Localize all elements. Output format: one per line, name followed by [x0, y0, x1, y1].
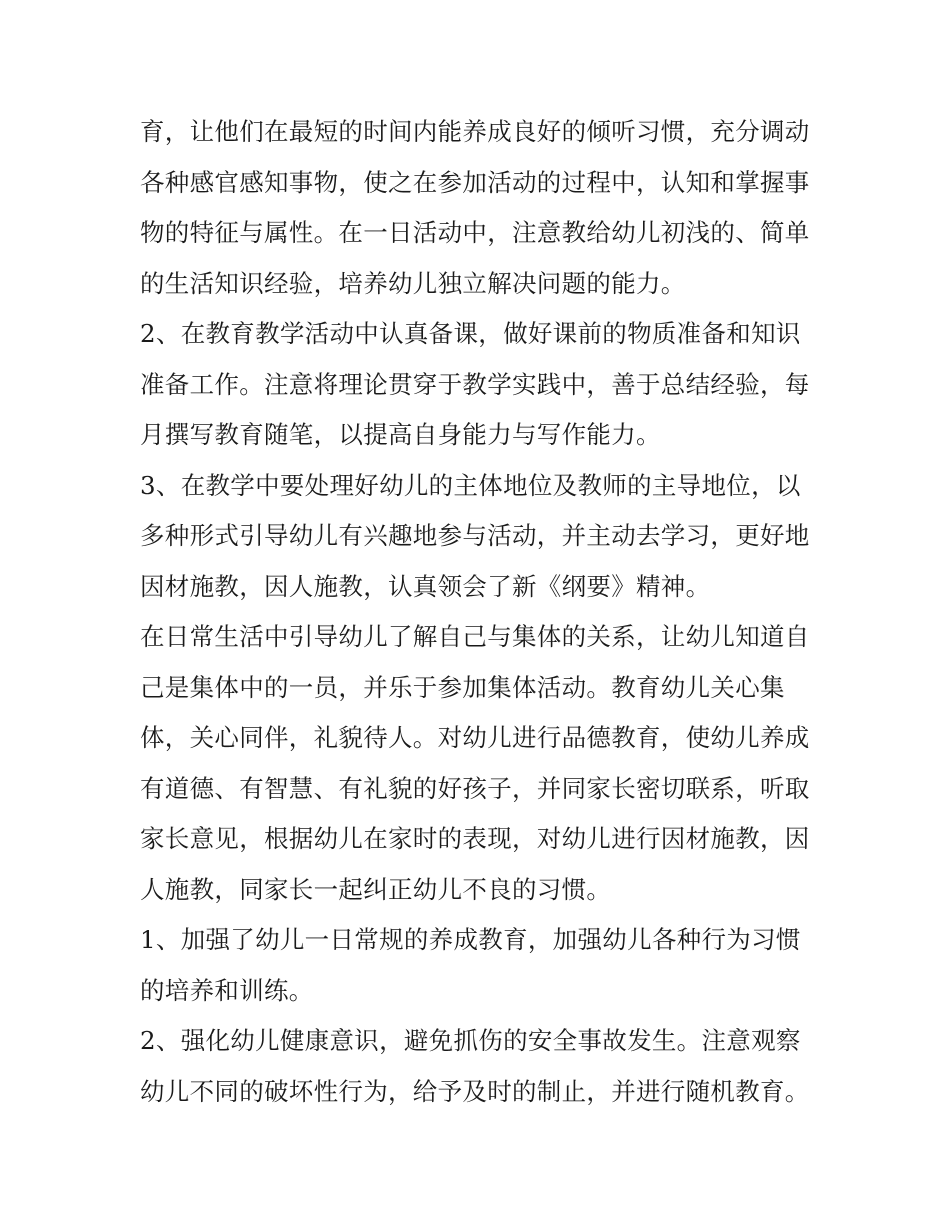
text-line: 幼儿不同的破坏性行为，给予及时的制止，并进行随机教育。: [140, 1076, 810, 1106]
text-line: 人施教，同家长一起纠正幼儿不良的习惯。: [140, 874, 612, 904]
text-line: 3、在教学中要处理好幼儿的主体地位及教师的主导地位，以: [140, 470, 801, 500]
text-line: 的培养和训练。: [140, 975, 314, 1005]
text-line: 在日常生活中引导幼儿了解自己与集体的关系，让幼儿知道自: [140, 622, 810, 651]
text-line: 有道德、有智慧、有礼貌的好孩子，并同家长密切联系，听取: [140, 773, 810, 803]
text-line: 育，让他们在最短的时间内能养成良好的倾听习惯，充分调动: [140, 117, 810, 146]
text-line: 1、加强了幼儿一日常规的养成教育，加强幼儿各种行为习惯: [140, 925, 801, 954]
text-line: 2、在教育教学活动中认真备课，做好课前的物质准备和知识: [140, 319, 801, 348]
text-line: 2、强化幼儿健康意识，避免抓伤的安全事故发生。注意观察: [140, 1026, 801, 1055]
text-line: 准备工作。注意将理论贯穿于教学实践中，善于总结经验，每: [140, 369, 810, 399]
text-line: 多种形式引导幼儿有兴趣地参与活动，并主动去学习，更好地: [140, 521, 810, 550]
text-line: 家长意见，根据幼儿在家时的表现，对幼儿进行因材施教，因: [140, 824, 810, 853]
text-line: 己是集体中的一员，并乐于参加集体活动。教育幼儿关心集: [140, 672, 785, 702]
text-line: 各种感官感知事物，使之在参加活动的过程中，认知和掌握事: [140, 167, 810, 197]
text-line: 因材施教，因人施教，认真领会了新《纲要》精神。: [140, 571, 711, 601]
text-line: 体，关心同伴，礼貌待人。对幼儿进行品德教育，使幼儿养成: [140, 723, 810, 752]
text-line: 物的特征与属性。在一日活动中，注意教给幼儿初浅的、简单: [140, 218, 810, 247]
document-body: [140, 107, 820, 1117]
text-line: 的生活知识经验，培养幼儿独立解决问题的能力。: [140, 268, 686, 298]
text-line: 月撰写教育随笔，以提高自身能力与写作能力。: [140, 420, 661, 449]
